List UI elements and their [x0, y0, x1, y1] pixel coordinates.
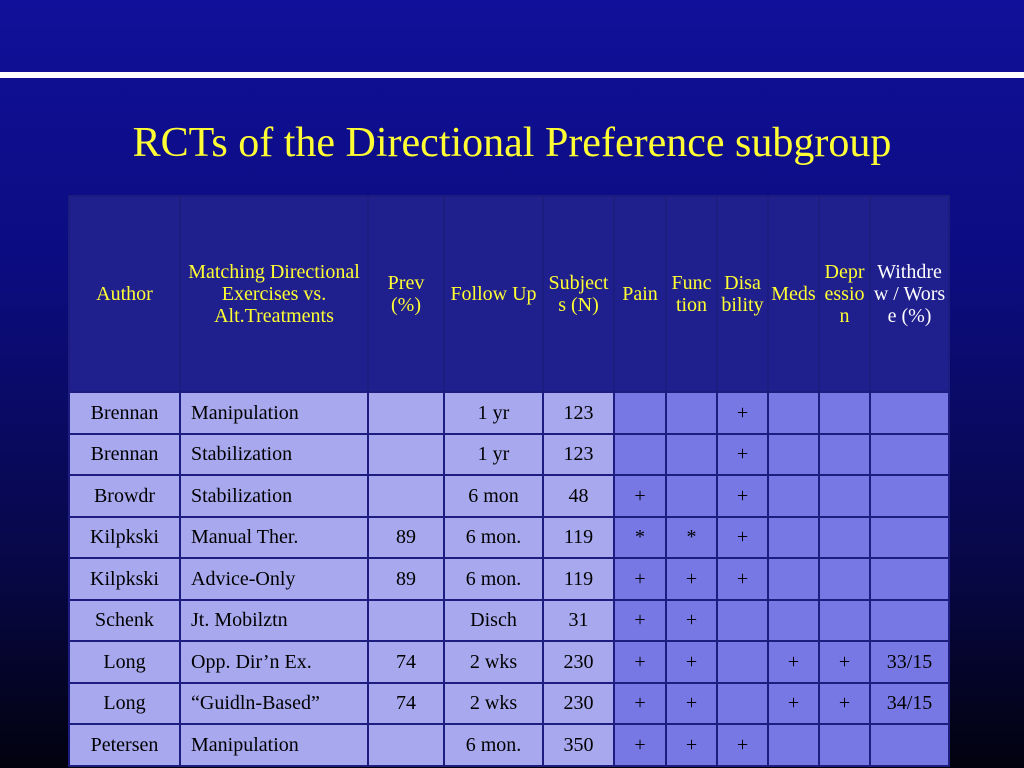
cell-matching: Stabilization — [180, 434, 368, 476]
cell-author: Brennan — [69, 434, 180, 476]
cell-function — [666, 434, 717, 476]
cell-withdrew — [870, 558, 949, 600]
cell-depression — [819, 392, 870, 434]
cell-meds — [768, 517, 819, 559]
slide-title: RCTs of the Directional Preference subgroup — [132, 120, 892, 166]
cell-follow-up: 6 mon. — [444, 558, 543, 600]
cell-pain: + — [614, 724, 666, 766]
cell-withdrew — [870, 475, 949, 517]
cell-pain — [614, 434, 666, 476]
cell-meds — [768, 558, 819, 600]
header-follow-up: Follow Up — [444, 196, 543, 392]
cell-follow-up: Disch — [444, 600, 543, 642]
cell-depression: + — [819, 641, 870, 683]
cell-depression — [819, 475, 870, 517]
cell-subjects: 123 — [543, 392, 614, 434]
cell-follow-up: 2 wks — [444, 641, 543, 683]
table-row — [69, 683, 949, 725]
cell-withdrew: 34/15 — [870, 683, 949, 725]
header-subjects: Subjects (N) — [543, 196, 614, 392]
header-depression: Depression — [819, 196, 870, 392]
cell-meds — [768, 724, 819, 766]
cell-matching: Jt. Mobilztn — [180, 600, 368, 642]
cell-depression — [819, 558, 870, 600]
cell-pain: + — [614, 558, 666, 600]
cell-disability: + — [717, 392, 768, 434]
cell-function: + — [666, 641, 717, 683]
cell-pain: + — [614, 683, 666, 725]
cell-depression: + — [819, 683, 870, 725]
cell-subjects: 230 — [543, 641, 614, 683]
table-row — [69, 392, 949, 434]
cell-matching: Manual Ther. — [180, 517, 368, 559]
cell-withdrew — [870, 392, 949, 434]
cell-depression — [819, 724, 870, 766]
table-header-row — [69, 196, 949, 392]
header-function: Function — [666, 196, 717, 392]
cell-meds — [768, 392, 819, 434]
cell-disability: + — [717, 434, 768, 476]
cell-disability: + — [717, 724, 768, 766]
cell-disability: + — [717, 517, 768, 559]
cell-pain: + — [614, 475, 666, 517]
cell-matching: Stabilization — [180, 475, 368, 517]
cell-depression — [819, 600, 870, 642]
cell-meds: + — [768, 683, 819, 725]
cell-function: * — [666, 517, 717, 559]
cell-author: Browdr — [69, 475, 180, 517]
cell-withdrew — [870, 517, 949, 559]
cell-withdrew: 33/15 — [870, 641, 949, 683]
cell-withdrew — [870, 724, 949, 766]
cell-matching: Manipulation — [180, 724, 368, 766]
cell-meds — [768, 600, 819, 642]
table-row — [69, 724, 949, 766]
cell-meds: + — [768, 641, 819, 683]
cell-subjects: 119 — [543, 517, 614, 559]
cell-disability: + — [717, 558, 768, 600]
table-row — [69, 641, 949, 683]
cell-author: Schenk — [69, 600, 180, 642]
cell-prev — [368, 392, 444, 434]
cell-function — [666, 392, 717, 434]
cell-withdrew — [870, 434, 949, 476]
cell-function — [666, 475, 717, 517]
header-disability: Disability — [717, 196, 768, 392]
header-matching: Matching Directional Exercises vs. Alt.Treatments — [180, 196, 368, 392]
cell-function: + — [666, 683, 717, 725]
cell-author: Long — [69, 683, 180, 725]
table-row — [69, 434, 949, 476]
cell-subjects: 31 — [543, 600, 614, 642]
cell-author: Kilpkski — [69, 558, 180, 600]
cell-pain — [614, 392, 666, 434]
rct-table — [68, 195, 950, 767]
cell-function: + — [666, 558, 717, 600]
cell-subjects: 230 — [543, 683, 614, 725]
cell-prev: 74 — [368, 683, 444, 725]
cell-prev: 74 — [368, 641, 444, 683]
cell-author: Kilpkski — [69, 517, 180, 559]
cell-prev — [368, 600, 444, 642]
cell-disability: + — [717, 475, 768, 517]
cell-follow-up: 1 yr — [444, 434, 543, 476]
cell-follow-up: 6 mon. — [444, 724, 543, 766]
cell-prev: 89 — [368, 558, 444, 600]
cell-pain: + — [614, 600, 666, 642]
header-prev: Prev (%) — [368, 196, 444, 392]
cell-follow-up: 1 yr — [444, 392, 543, 434]
cell-subjects: 123 — [543, 434, 614, 476]
cell-disability — [717, 600, 768, 642]
cell-matching: “Guidln-Based” — [180, 683, 368, 725]
cell-prev — [368, 724, 444, 766]
cell-follow-up: 6 mon. — [444, 517, 543, 559]
cell-matching: Manipulation — [180, 392, 368, 434]
cell-follow-up: 6 mon — [444, 475, 543, 517]
cell-withdrew — [870, 600, 949, 642]
cell-disability — [717, 641, 768, 683]
header-meds: Meds — [768, 196, 819, 392]
cell-prev — [368, 475, 444, 517]
cell-pain: + — [614, 641, 666, 683]
table-row — [69, 475, 949, 517]
cell-subjects: 119 — [543, 558, 614, 600]
cell-meds — [768, 475, 819, 517]
header-pain: Pain — [614, 196, 666, 392]
table-row — [69, 558, 949, 600]
cell-subjects: 48 — [543, 475, 614, 517]
cell-depression — [819, 517, 870, 559]
cell-depression — [819, 434, 870, 476]
header-withdrew: Withdrew / Worse (%) — [870, 196, 949, 392]
cell-pain: * — [614, 517, 666, 559]
cell-follow-up: 2 wks — [444, 683, 543, 725]
cell-function: + — [666, 724, 717, 766]
cell-prev — [368, 434, 444, 476]
cell-meds — [768, 434, 819, 476]
cell-subjects: 350 — [543, 724, 614, 766]
cell-matching: Opp. Dir’n Ex. — [180, 641, 368, 683]
cell-function: + — [666, 600, 717, 642]
cell-matching: Advice-Only — [180, 558, 368, 600]
header-author: Author — [69, 196, 180, 392]
cell-disability — [717, 683, 768, 725]
cell-author: Long — [69, 641, 180, 683]
cell-prev: 89 — [368, 517, 444, 559]
table-row — [69, 600, 949, 642]
table-row — [69, 517, 949, 559]
cell-author: Petersen — [69, 724, 180, 766]
cell-author: Brennan — [69, 392, 180, 434]
top-divider-line — [0, 72, 1024, 78]
